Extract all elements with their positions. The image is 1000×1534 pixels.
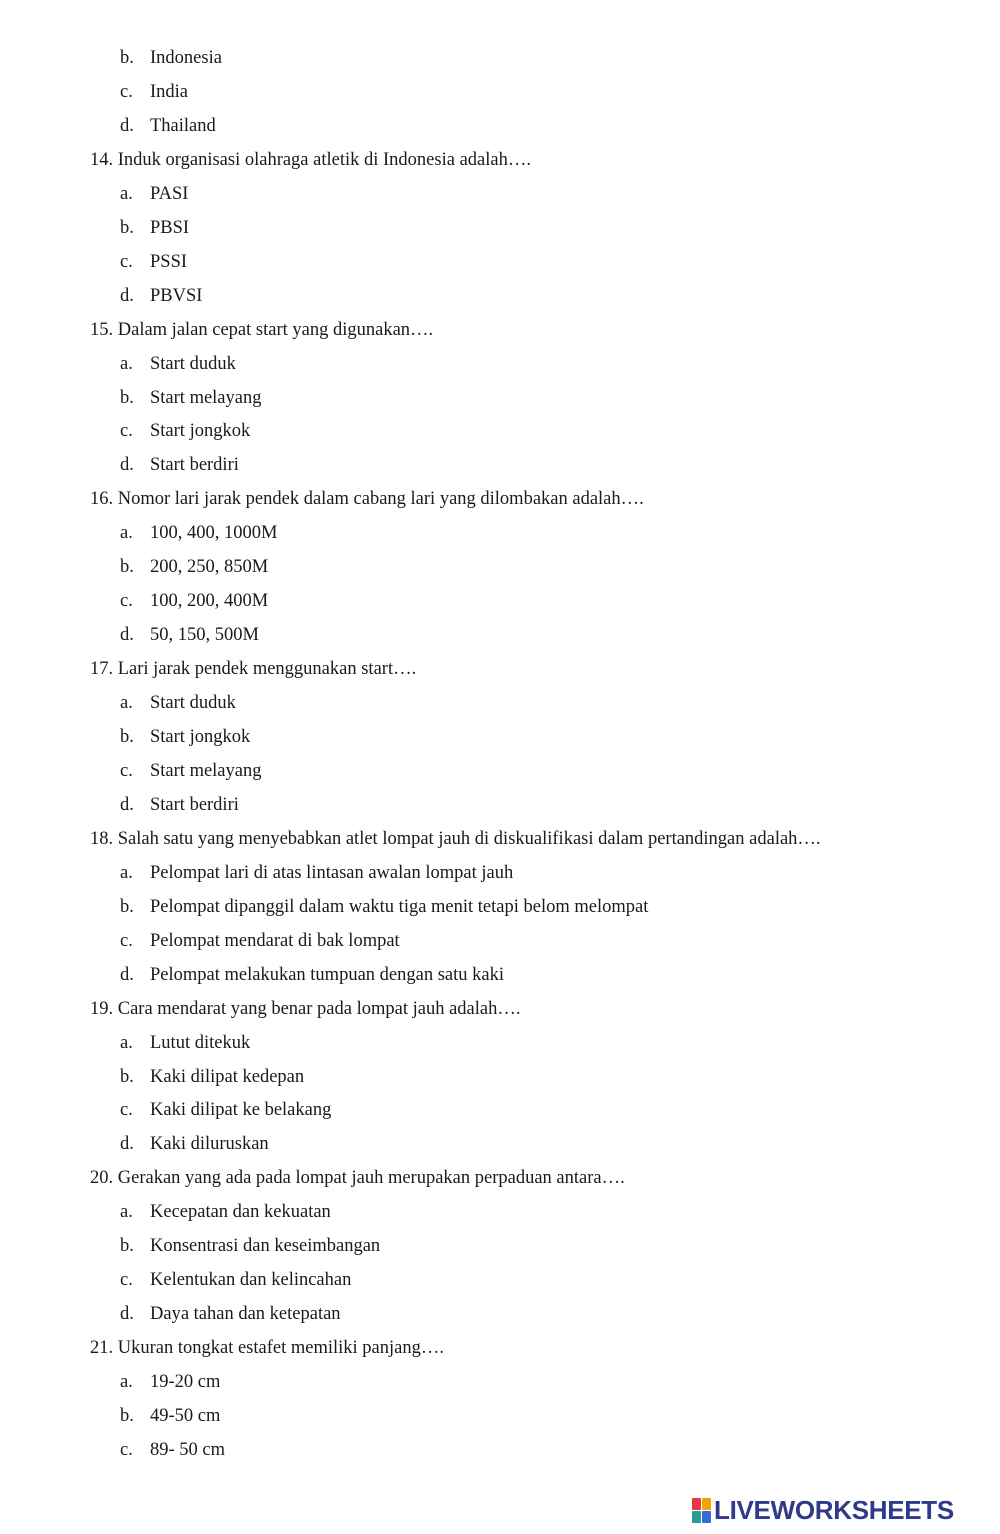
option-letter: b. (120, 727, 134, 747)
option-letter: d. (120, 455, 134, 475)
question-text: 14. Induk organisasi olahraga atletik di Indonesia adalah…. (90, 150, 531, 170)
option-letter: a. (120, 184, 133, 204)
logo-block-2 (702, 1498, 711, 1510)
option-letter: a. (120, 1202, 133, 1222)
answer-option (120, 285, 202, 307)
question-text: 19. Cara mendarat yang benar pada lompat jauh adalah…. (90, 999, 521, 1019)
answer-option (120, 1405, 220, 1427)
option-text: PSSI (150, 252, 188, 272)
option-text: Kaki diluruskan (150, 1134, 269, 1154)
option-letter: b. (120, 557, 134, 577)
answer-option (120, 353, 236, 375)
question-text: 20. Gerakan yang ada pada lompat jauh merupakan perpaduan antara…. (90, 1168, 625, 1188)
option-letter: d. (120, 965, 134, 985)
option-letter: b. (120, 48, 134, 68)
option-text: Pelompat lari di atas lintasan awalan lompat jauh (150, 863, 514, 883)
option-letter: d. (120, 286, 134, 306)
option-text: Pelompat dipanggil dalam waktu tiga menit tetapi belom melompat (150, 897, 649, 917)
logo-block-3 (692, 1511, 701, 1523)
option-letter: c. (120, 591, 133, 611)
option-text: 49-50 cm (150, 1406, 221, 1426)
question-text: 16. Nomor lari jarak pendek dalam cabang lari yang dilombakan adalah…. (90, 489, 644, 509)
option-text: Lutut ditekuk (150, 1033, 251, 1053)
option-text: PASI (150, 184, 189, 204)
answer-option (120, 115, 216, 137)
option-text: Start berdiri (150, 455, 239, 475)
question-text: 15. Dalam jalan cepat start yang digunakan…. (90, 320, 434, 340)
answer-option (120, 590, 268, 612)
answer-option (120, 930, 400, 952)
answer-option (120, 1371, 220, 1393)
option-text: 100, 400, 1000M (150, 523, 278, 543)
answer-option (120, 1303, 341, 1325)
liveworksheets-logo-icon (692, 1498, 711, 1523)
option-text: Start duduk (150, 693, 236, 713)
option-letter: b. (120, 1406, 134, 1426)
option-letter: a. (120, 523, 133, 543)
option-text: 100, 200, 400M (150, 591, 269, 611)
answer-option (120, 1032, 250, 1054)
option-letter: a. (120, 1033, 133, 1053)
liveworksheets-brand[interactable] (692, 1496, 954, 1524)
question-text: 21. Ukuran tongkat estafet memiliki panjang…. (90, 1338, 444, 1358)
answer-option (120, 81, 188, 103)
question-text: 17. Lari jarak pendek menggunakan start…. (90, 659, 417, 679)
option-text: Thailand (150, 116, 216, 136)
option-text: Start melayang (150, 761, 262, 781)
answer-option (120, 1099, 331, 1121)
answer-option (120, 183, 188, 205)
answer-option (120, 47, 222, 69)
answer-option (120, 522, 277, 544)
option-text: India (150, 82, 189, 102)
answer-option (120, 862, 513, 884)
option-text: Kaki dilipat ke belakang (150, 1100, 332, 1120)
option-letter: c. (120, 1440, 133, 1460)
answer-option (120, 387, 261, 409)
option-letter: d. (120, 116, 134, 136)
answer-option (120, 624, 259, 646)
option-letter: d. (120, 1134, 134, 1154)
option-text: Daya tahan dan ketepatan (150, 1304, 341, 1324)
option-text: Start berdiri (150, 795, 239, 815)
answer-option (120, 726, 250, 748)
option-letter: b. (120, 218, 134, 238)
option-text: 19-20 cm (150, 1372, 221, 1392)
logo-block-1 (692, 1498, 701, 1510)
answer-option (120, 760, 261, 782)
answer-option (120, 1439, 225, 1461)
brand-text: LIVEWORKSHEETS (714, 1495, 954, 1525)
answer-option (120, 1235, 380, 1257)
option-letter: b. (120, 1067, 134, 1087)
option-text: 89- 50 cm (150, 1440, 226, 1460)
option-text: 200, 250, 850M (150, 557, 269, 577)
question-text: 18. Salah satu yang menyebabkan atlet lompat jauh di diskualifikasi dalam pertandingan adalah…. (90, 829, 821, 849)
answer-option (120, 794, 239, 816)
option-letter: a. (120, 1372, 133, 1392)
answer-option (120, 1269, 351, 1291)
answer-option (120, 217, 189, 239)
answer-option (120, 692, 236, 714)
option-letter: b. (120, 1236, 134, 1256)
option-letter: d. (120, 795, 134, 815)
option-text: Pelompat melakukan tumpuan dengan satu kaki (150, 965, 504, 985)
answer-option (120, 454, 239, 476)
option-letter: c. (120, 1100, 133, 1120)
option-text: Konsentrasi dan keseimbangan (150, 1236, 381, 1256)
option-text: Kelentukan dan kelincahan (150, 1270, 352, 1290)
option-text: Start jongkok (150, 727, 251, 747)
option-letter: c. (120, 1270, 133, 1290)
option-letter: b. (120, 388, 134, 408)
answer-option (120, 420, 250, 442)
option-text: Pelompat mendarat di bak lompat (150, 931, 400, 951)
option-letter: a. (120, 354, 133, 374)
option-letter: d. (120, 1304, 134, 1324)
option-text: PBSI (150, 218, 190, 238)
option-letter: c. (120, 761, 133, 781)
option-text: Kaki dilipat kedepan (150, 1067, 305, 1087)
option-text: Start duduk (150, 354, 236, 374)
logo-block-4 (702, 1511, 711, 1523)
option-text: 50, 150, 500M (150, 625, 259, 645)
option-letter: c. (120, 931, 133, 951)
option-letter: b. (120, 897, 134, 917)
option-letter: d. (120, 625, 134, 645)
option-letter: c. (120, 421, 133, 441)
option-text: Start jongkok (150, 421, 251, 441)
option-text: PBVSI (150, 286, 203, 306)
answer-option (120, 251, 187, 273)
option-text: Indonesia (150, 48, 222, 68)
answer-option (120, 1133, 269, 1155)
answer-option (120, 1201, 331, 1223)
answer-option (120, 1066, 304, 1088)
option-letter: a. (120, 693, 133, 713)
answer-option (120, 964, 504, 986)
option-text: Kecepatan dan kekuatan (150, 1202, 331, 1222)
answer-option (120, 896, 648, 918)
option-letter: c. (120, 82, 133, 102)
option-text: Start melayang (150, 388, 262, 408)
answer-option (120, 556, 268, 578)
option-letter: a. (120, 863, 133, 883)
option-letter: c. (120, 252, 133, 272)
